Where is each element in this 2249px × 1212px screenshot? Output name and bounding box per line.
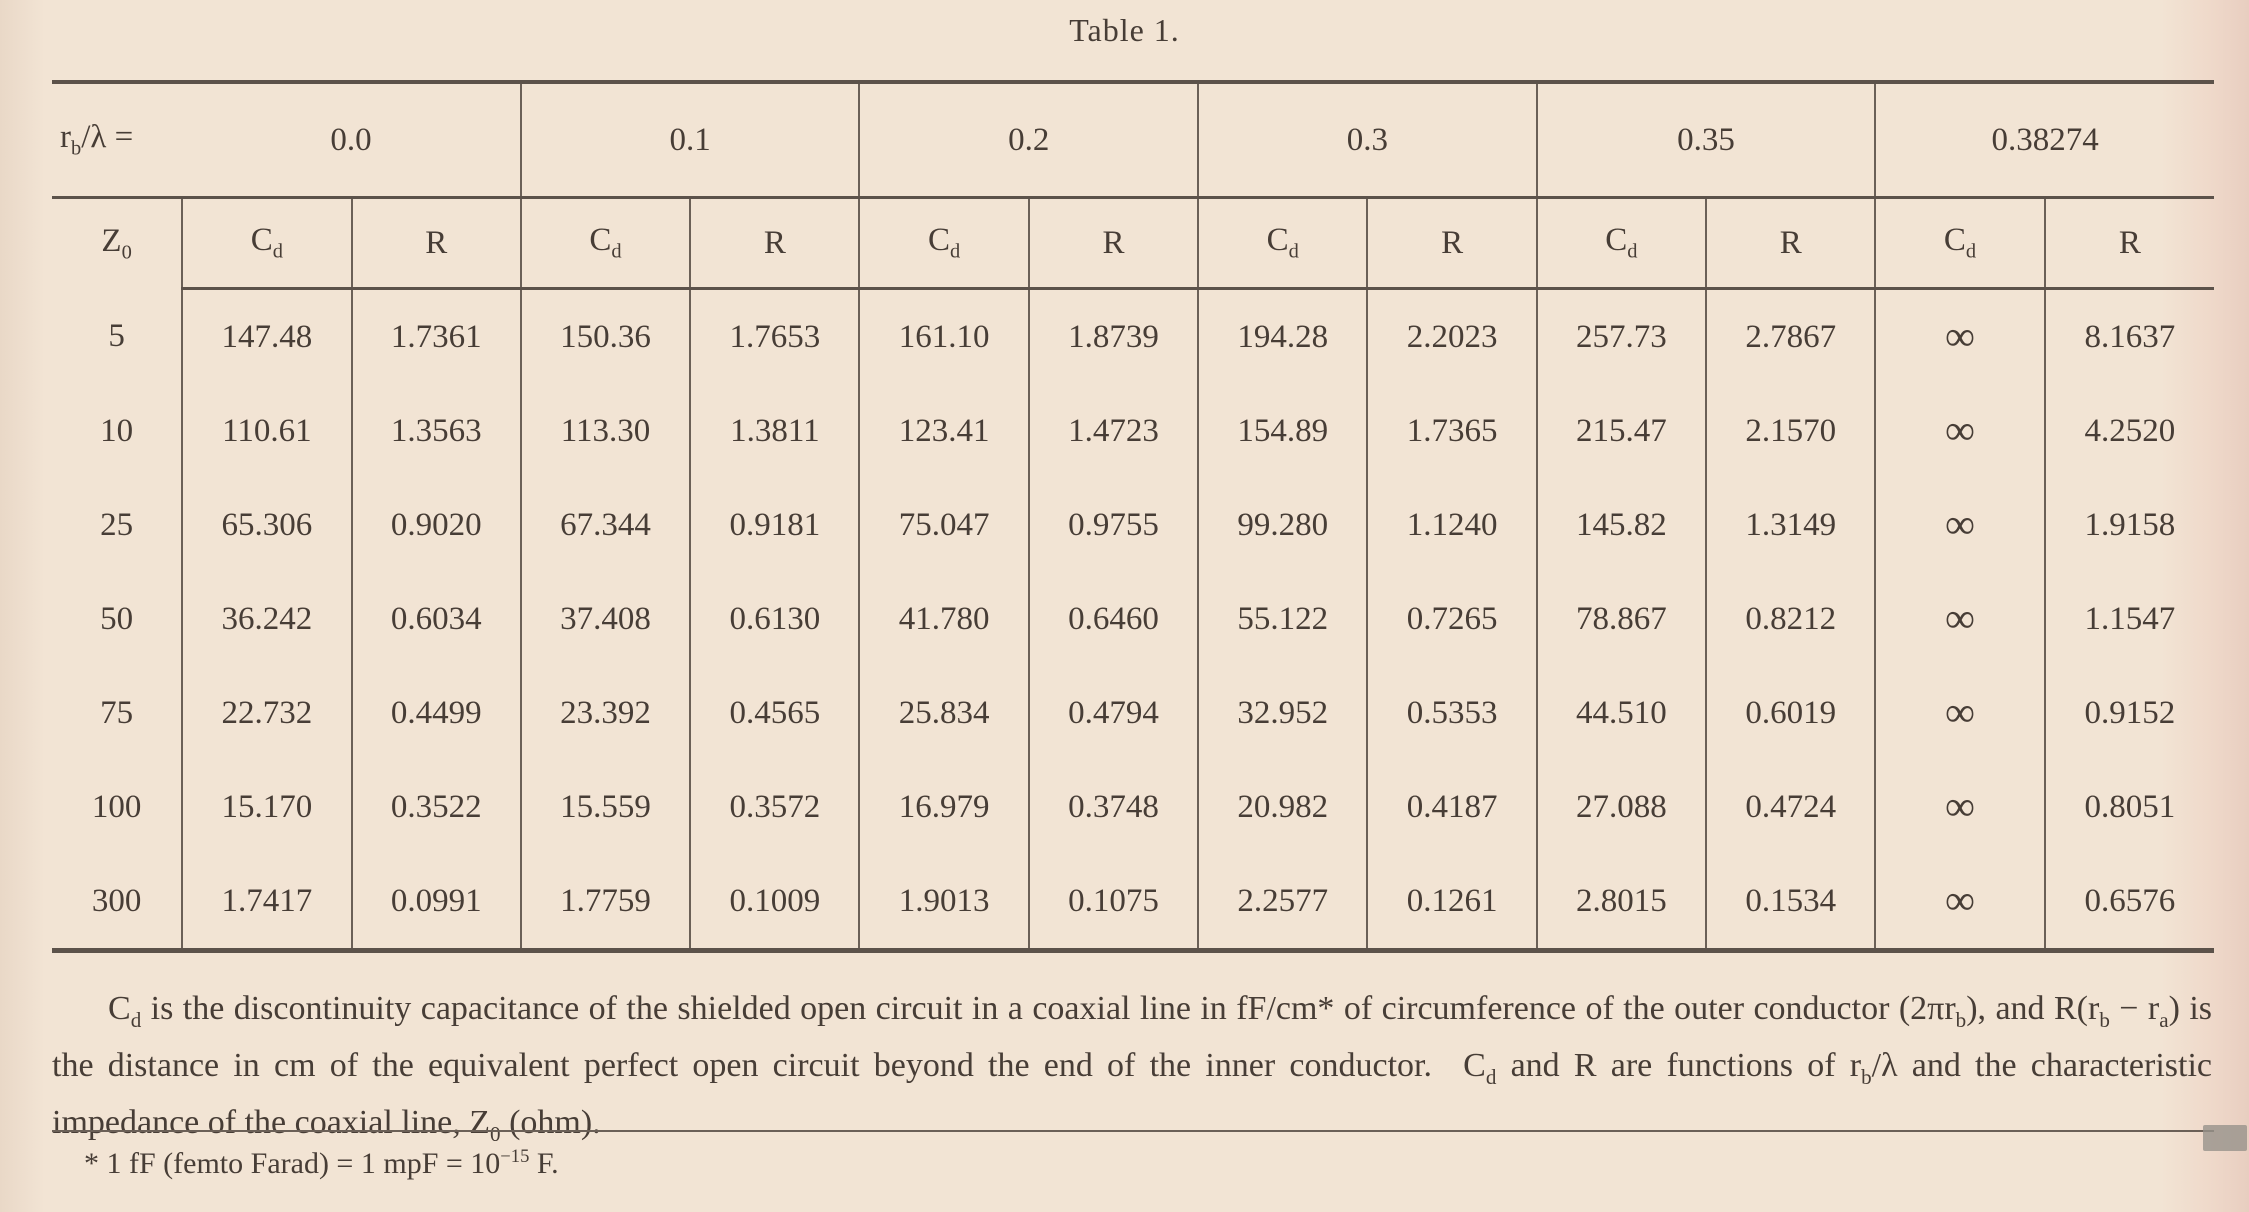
table-cell: 2.8015 [1537, 854, 1706, 951]
table-cell: 1.1240 [1367, 478, 1536, 572]
table-cell: 8.1637 [2084, 318, 2176, 355]
table-cell: 41.780 [859, 572, 1028, 666]
table-cell: 2.1570 [1706, 384, 1875, 478]
table-cell: 67.344 [521, 478, 690, 572]
table-cell: 23.392 [521, 666, 690, 760]
table-cell: ∞ [1875, 760, 2044, 854]
r-header: R [1706, 198, 1875, 289]
table-cell: 1.7361 [352, 289, 521, 385]
table-cell: 37.408 [521, 572, 690, 666]
table-cell: 1.7365 [1367, 384, 1536, 478]
table-cell: 0.9181 [690, 478, 859, 572]
table-cell: 22.732 [182, 666, 351, 760]
group-label: 0.1 [521, 82, 860, 198]
group-label: 0.0 [182, 82, 521, 198]
table-row [52, 478, 2214, 572]
table-cell: 147.48 [182, 289, 351, 385]
table-cell: 78.867 [1537, 572, 1706, 666]
table-cell: 194.28 [1198, 289, 1367, 385]
row-label-z0: 100 [52, 760, 182, 854]
row-label-z0: 300 [52, 854, 182, 951]
row-label-z0: 10 [52, 384, 182, 478]
table-body [52, 289, 2214, 951]
table-cell: 0.3572 [690, 760, 859, 854]
r-header: R [352, 198, 521, 289]
table-cell: 1.1547 [2084, 600, 2176, 637]
table-cell: 32.952 [1198, 666, 1367, 760]
table-cell: 2.2023 [1367, 289, 1536, 385]
table-cell: 25.834 [859, 666, 1028, 760]
table-cell: 0.6576 [2084, 882, 2176, 919]
table-cell: 0.7265 [1367, 572, 1536, 666]
table-cell: 150.36 [521, 289, 690, 385]
table-cell: 1.4723 [1029, 384, 1198, 478]
table-cell: 0.9755 [1029, 478, 1198, 572]
z0-header: $Z_0$ [52, 198, 182, 289]
row-label-z0: 50 [52, 572, 182, 666]
cd-header: $C_d$ [521, 198, 690, 289]
group-label: 0.3 [1198, 82, 1537, 198]
table-cell: 1.9013 [859, 854, 1028, 951]
table-cell: 145.82 [1537, 478, 1706, 572]
r-header: R [690, 198, 859, 289]
table-cell: 0.8051 [2084, 788, 2176, 825]
group-label: 0.38274 [1875, 82, 2214, 198]
table-cell: ∞ [1875, 572, 2044, 666]
table-title: Table 1. [1069, 12, 1180, 48]
table-cell: 15.559 [521, 760, 690, 854]
table-cell: 0.6460 [1029, 572, 1198, 666]
table-cell: 55.122 [1198, 572, 1367, 666]
table-cell: 75.047 [859, 478, 1028, 572]
table-cell: ∞ [1875, 478, 2044, 572]
table-cell: 20.982 [1198, 760, 1367, 854]
group-label: 0.35 [1537, 82, 1876, 198]
table-cell: 154.89 [1198, 384, 1367, 478]
table-cell: 36.242 [182, 572, 351, 666]
cd-header: $C_d$ [1198, 198, 1367, 289]
table-cell: 0.4187 [1367, 760, 1536, 854]
table-head [52, 82, 2214, 289]
table-cell: 0.3748 [1029, 760, 1198, 854]
table-cell: 0.1075 [1029, 854, 1198, 951]
scan-artifact [2203, 1125, 2247, 1151]
table-cell: ∞ [1875, 854, 2044, 951]
table-cell: 0.9020 [352, 478, 521, 572]
table-cell: 0.4794 [1029, 666, 1198, 760]
table-cell: 0.6034 [352, 572, 521, 666]
cd-header: $C_d$ [182, 198, 351, 289]
table-cell: 1.3149 [1706, 478, 1875, 572]
rb-lambda-label: $r_b/\lambda$ = [52, 82, 182, 198]
table-cell: 0.6019 [1706, 666, 1875, 760]
table-row [52, 384, 2214, 478]
table-cell: 0.3522 [352, 760, 521, 854]
row-label-z0: 75 [52, 666, 182, 760]
table-cell: 4.2520 [2084, 412, 2176, 449]
table-row [52, 289, 2214, 385]
row-label-z0: 25 [52, 478, 182, 572]
table-row [52, 572, 2214, 666]
r-header: R [1029, 198, 1198, 289]
table-cell: 27.088 [1537, 760, 1706, 854]
table-cell: 215.47 [1537, 384, 1706, 478]
cd-header: $C_d$ [1875, 198, 2044, 289]
table-cell: ∞ [1875, 289, 2044, 385]
table-cell: ∞ [1875, 384, 2044, 478]
table-row [52, 760, 2214, 854]
table-cell: 0.4724 [1706, 760, 1875, 854]
r-header: R [1367, 198, 1536, 289]
table-cell: 1.8739 [1029, 289, 1198, 385]
table-cell: 123.41 [859, 384, 1028, 478]
table-cell: 2.7867 [1706, 289, 1875, 385]
table-cell: 1.3811 [690, 384, 859, 478]
table-cell: 0.0991 [352, 854, 521, 951]
table-cell: 257.73 [1537, 289, 1706, 385]
table-cell: 1.7759 [521, 854, 690, 951]
table-cell: 1.7653 [690, 289, 859, 385]
table-cell: 16.979 [859, 760, 1028, 854]
caption-paragraph: $C_d$ is the discontinuity capacitance of the shielded open circuit in a coaxial line in fF/cm* of circumference of the outer conductor $(2\pi r_b)$, and $R(r_b - r_a)$ is the distance in cm of the equivalent perfect open circuit beyond the end of the inner conductor. $C_d$ and R are functions of $r_b/\lambda$ and the characteristic impedance of the coaxial line, $Z_0$ (ohm). [52, 990, 2213, 1146]
table-cell: 99.280 [1198, 478, 1367, 572]
table-cell: 65.306 [182, 478, 351, 572]
r-header: R [2045, 198, 2214, 289]
table-cell: 44.510 [1537, 666, 1706, 760]
table-cell: 15.170 [182, 760, 351, 854]
table-cell: 113.30 [521, 384, 690, 478]
table-cell: 0.1534 [1706, 854, 1875, 951]
table-cell: 1.9158 [2084, 506, 2176, 543]
table-row [52, 854, 2214, 951]
row-label-z0: 5 [52, 289, 182, 385]
table-cell: 1.3563 [352, 384, 521, 478]
table-cell: 0.8212 [1706, 572, 1875, 666]
table-cell: 0.6130 [690, 572, 859, 666]
footnote-text: * 1 fF (femto Farad) = 1 mpF = $10^{-15}$ F. [84, 1146, 559, 1180]
data-table [52, 80, 2214, 953]
table-cell: 1.7417 [182, 854, 351, 951]
table-cell: 110.61 [182, 384, 351, 478]
footnote-rule [52, 1130, 2214, 1132]
table-cell: 2.2577 [1198, 854, 1367, 951]
table-cell: ∞ [1875, 666, 2044, 760]
table-cell: 0.5353 [1367, 666, 1536, 760]
cd-header: $C_d$ [1537, 198, 1706, 289]
table-cell: 0.1009 [690, 854, 859, 951]
table-cell: 0.4499 [352, 666, 521, 760]
table-cell: 0.9152 [2084, 694, 2176, 731]
table-cell: 0.4565 [690, 666, 859, 760]
table-cell: 161.10 [859, 289, 1028, 385]
cd-header: $C_d$ [859, 198, 1028, 289]
table-row [52, 666, 2214, 760]
group-label: 0.2 [859, 82, 1198, 198]
table-cell: 0.1261 [1367, 854, 1536, 951]
